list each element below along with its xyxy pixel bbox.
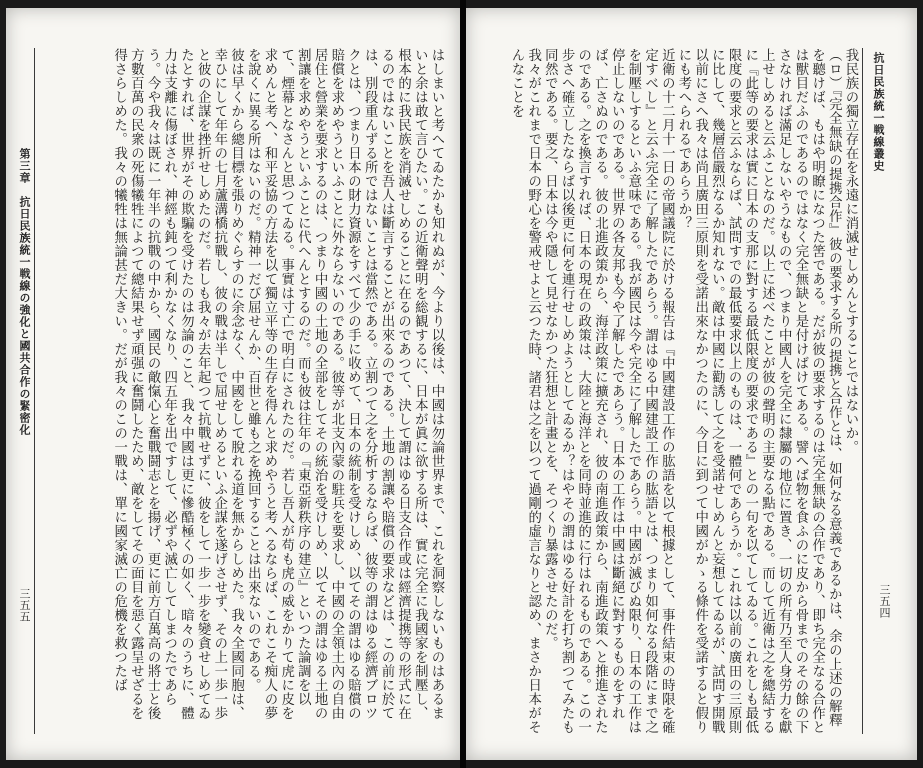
- right-page-header-rule: [862, 48, 863, 734]
- right-page-body-text: 我民族の獨立存在を永遠に消滅せしめんとすることではないか。 （ロ）『完全無缺の提携合作』彼の要求する所の提携と合作とは、如何なる意義であるかは、余の上述の解釋を聽けば、もはや明瞭になつた筈である。だが彼の要求するのは完全無缺の合作であり、即ち完全なる合作とは獸目だふのであるのではなく完全無缺と是付けばけてある。譬へば物を食ふのに皮から骨までのその餘の下さなければ滿足しないやうなもので、つまり中國人を完全に隸屬の地位に置き、一切の所有乃至人身労力を獻上せしめると云ふことなのだ。以上に述べたことが彼の聲明の主要なる點である。而して近衛は之を總結するに『此等の要求は實に日本の支那に對する最低限度の要求である』との一句を以てしてゐる。これをしも最低限度の要求と云ふならば、試問すでの最低要求以上のものは、一體何であらうか。これは以前の廣田の三原則に比して、幾層倍嚴烈なるか知れない。敵は中國に勸誘して之を受諾せしめんと妄想してゐるが、試問す開戰以前にさへ我々は尚且廣田三原則を受諾出來なかつたのに、今日に到つて中國がかゝる條件を受諾すると假りにも考へられるであらうか？ 近衛の十二月十一日の帝國議院に於ける報告は『中國建設工作の肱語を以て根據として、事件結束の時限を確定すべし』と云ふ完全に了解したであらう。謂はゆる中國建設工作の肱語とは、つまり如何なる段階にまで之を制壓しするといふ意味である。我が國民は今や完全に了解したであらう。中國が滅びぬ限り、日本の工作は停止しないのである。世界の各友邦も今や了解したであらう。日本の工作は中國は斷絕に對するものをすれば、亡さぬのである。彼の北進政策から、海洋政策に擴充され、彼の南進政策から、南進政策へと推進されたのである。之を換言すれば、日本の現在の政策は、大陸と海洋とを同時並進的に行はれるものである。この一步さへ確立したならば以後更に何を連行せしめようとしてゐるか？はやその謂はゆる好計を打ち割つてみたも同然である。要之、日本は今や隱して見せなかつた狂想と計畫とを、そつくり暴露させたのだ。 我々がこれまで日本の野心を警戒せよと云つた時、諸君は之を以つて過剛的虛言なりと認め、まさか日本がそんなことを: [508, 48, 858, 734]
- left-page: [6, 8, 460, 760]
- right-page: [466, 8, 917, 760]
- right-page-running-head: 抗日民族統一戦線叢史: [872, 52, 885, 172]
- left-page-body-text: はしまいと考へてゐたかも知れぬが、今より以後は、中國は勿論世界まで、これを洞察しないものはあるまいと余は敢て言ひたい。この近衛聲明を総観するに、日本が眞に欲する所は、實に完全に我國家を制壓し、根本的に我民族を消滅せしめることに在るのであつて、決して謂はゆる日支合作或は經濟提携等の形式に在るのではないことを吾人は斷言することが出來るのである。土地の割讓や賠償の要求などは、この前に於ては、別段重んずる所ではないことは當然である。立割つて之を分析するならば、彼等の謂はゆる經濟ブロツクとは、つまり日本の財力資源をすべて少の手に收めて、日本の統制を受けしめ、以てその謂はゆる賠償の賠償を求めやうといふことに外ならないのである。彼等が北支內蒙の駐兵を要求し、中國の全領土內の自由居住と營業を要求するのは、つまり中國の土地の全部をしてその統治を受けしめ、以てその謂はゆる土地の割讓を求めやうといふことに代へんとするのだ。而も彼は往年の『東亞新秩序の建立』といつた論調を以て、煙幕となさんと思つてゐる。事實は寸亡で明白にされたのだ。若し吾人が苟も虎の威をかりて虎に皮を求めんと考へ、和平妥協の方法を以て獨立平等の生存を得んと求めやうと考へるならば、これこそ痴人の夢を說くに異る所はないのだ。精神一だび屈せんか、百世と雖も之を挽回することは出來ないのである。 彼は早くから總目標を張りめぐらすのに余念なく、中國をして脫れる道を無からしめた。我々全國同胞は、幸ひにして年年の七月蘆溝橋抗戰し、彼の戰は半しで屈せしめるといふ企謀を遂げさせず、その上一歩一歩と彼の企謀を挫折せしめたのだ。若しも我々が去年起つて抗戰せずに、彼をして一步一步を變貪せしめてゐたとすれば、世界がその欺騙を受けたのは勿論のこと、我々中國は更に慘酷極くの如く、暗々のうちに、體力は支離に傷ぼされ、神經も鈍つて利かなくなり、四五年を出ですして、必ずや滅亡してしまつたであらう。今や我々は既に一年半の抗戰の中から、國民の敵愾心と奮戰鬪志とを揚げ、更に前方百萬高の將士と後方數百萬の民衆の死傷犧牲によつて總結果せず頑强に奮鬪したため、敵をしてその面目を惡く露呈せざるを得さらしめた。我々の犧牲は無論甚だ大きい。だが我々のこの一戰は、單に國家滅亡の危機を救つたば: [111, 48, 444, 720]
- right-page-number: 三五四: [878, 584, 891, 619]
- left-page-running-head: 第三章 抗日民族統一戦線の強化と國共合作の緊密化: [18, 148, 31, 436]
- left-page-footer-rule: [34, 48, 35, 734]
- left-page-number: 三五五: [18, 588, 31, 623]
